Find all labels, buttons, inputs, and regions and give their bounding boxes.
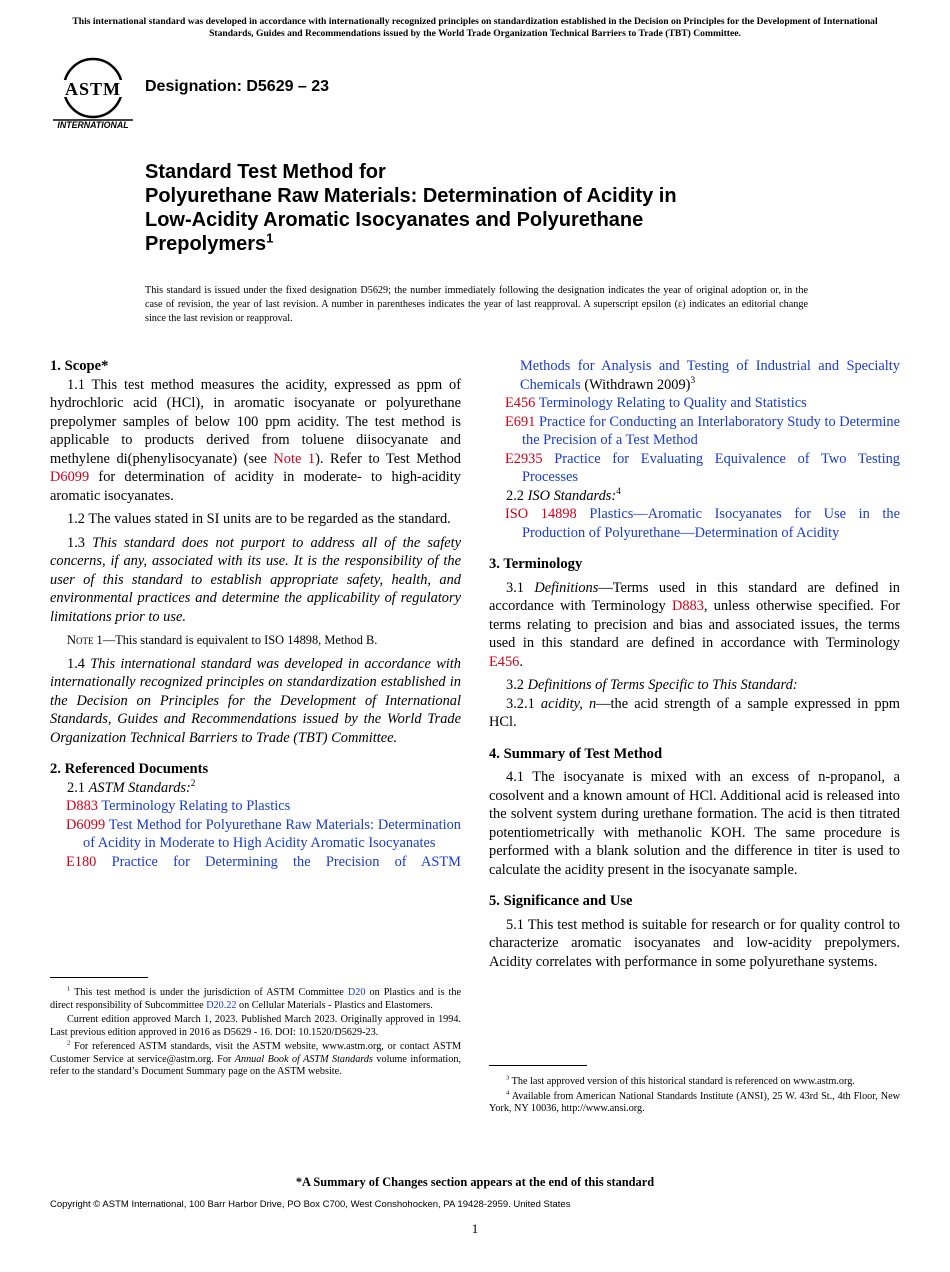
- ref-item-e180[interactable]: E180 Practice for Determining the Precision of ASTM: [66, 853, 461, 870]
- footnote-rule-right: [489, 1065, 587, 1066]
- ref-item-e180-cont[interactable]: Methods for Analysis and Testing of Industrial and Specialty Chemicals (Withdrawn 2009)$^3$: [520, 358, 900, 393]
- section-4-heading: 4. Summary of Test Method: [489, 745, 663, 762]
- d20-22-link[interactable]: D20.22: [206, 999, 237, 1011]
- copyright: Copyright © ASTM International, 100 Barr Harbor Drive, PO Box C700, West Conshohocken, PA 19428-2959. United States: [50, 1199, 571, 1210]
- para-4-1: 4.1 The isocyanate is mixed with an excess of n-propanol, a cosolvent and a known amount of HCl. Additional acid is released into the solvent system during urethane formation. The acid is then titrated potentiometrically with methanolic KOH. The same procedure is performed with a blank solution and the difference in titer is used to calculate the acidity present in the isocyanate sample.: [489, 769, 900, 878]
- designation: Designation: D5629 – 23: [145, 78, 330, 95]
- title-line-4: Prepolymers: [145, 233, 267, 255]
- top-notice: This international standard was developed in accordance with internationally recognized principles on standardization established in the Decision on Principles for the Development of International Standards, Guides and Recommendations issued by the World Trade Organization Technical Barriers to Trade (TBT) Committee.: [72, 16, 878, 39]
- title-line-3: Low-Acidity Aromatic Isocyanates and Polyurethane: [145, 209, 644, 231]
- section-5-heading: 5. Significance and Use: [489, 893, 633, 909]
- svg-text:INTERNATIONAL: INTERNATIONAL: [57, 120, 129, 130]
- section-1-heading: 1. Scope*: [50, 358, 109, 374]
- ref-item-e456[interactable]: E456 Terminology Relating to Quality and Statistics: [505, 395, 807, 411]
- ref-item-iso-14898[interactable]: ISO 14898 Plastics—Aromatic Isocyanates for Use in the Production of Polyurethane—Determination of Acidity: [505, 506, 900, 541]
- d883-link[interactable]: D883: [671, 598, 704, 614]
- right-column: [489, 357, 900, 971]
- iso-standards-label: 2.2 ISO Standards:$^4$: [506, 486, 621, 504]
- note-1: Note 1—This standard is equivalent to ISO 14898, Method B.: [67, 633, 378, 647]
- para-1-2: 1.2 The values stated in SI units are to be regarded as the standard.: [67, 511, 451, 527]
- issue-note: This standard is issued under the fixed designation D5629; the number immediately following the designation indicates the year of original adoption or, in the case of revision, the year of last revision. A number in parentheses indicates the year of last reapproval. A superscript epsilon (ε) indicates an editorial change since the last revision or reapproval.: [145, 285, 808, 324]
- title-footnote-mark: 1: [266, 230, 274, 246]
- footnote-2: $^2$ For referenced ASTM standards, visit the ASTM website, www.astm.org, or contact ASTM Customer Service at service@astm.org. For Annual Book of ASTM Standards volume information, refer to the standard’s Document Summary page on the ASTM website.: [50, 1039, 461, 1077]
- para-3-2: 3.2 Definitions of Terms Specific to This Standard:: [506, 677, 798, 693]
- para-3-2-1: 3.2.1 acidity, n—the acid strength of a sample expressed in ppm HCl.: [489, 695, 900, 730]
- section-3-heading: 3. Terminology: [489, 556, 583, 572]
- astm-standards-label: 2.1 ASTM Standards:$^2$: [67, 778, 196, 796]
- svg-text:ASTM: ASTM: [64, 79, 122, 99]
- d6099-link[interactable]: D6099: [50, 469, 90, 485]
- footnotes-left: [50, 987, 461, 1081]
- para-5-1: 5.1 This test method is suitable for research or for quality control to characterize aromatic isocyanates and low-acidity prepolymers. Acidity correlates with performance in some polyurethane systems.: [489, 916, 900, 970]
- para-3-1: 3.1 Definitions—Terms used in this standard are defined in accordance with Terminology D883, unless otherwise specified. For terms relating to precision and bias and associated issues, the terms used in this standard are defined in accordance with Terminology E456.: [489, 579, 901, 670]
- footnote-4: $^4$ Available from American National Standards Institute (ANSI), 25 W. 43rd St., 4th Floor, New York, NY 10036, http://www.ansi.org.: [489, 1089, 900, 1114]
- ref-item-e691[interactable]: E691 Practice for Conducting an Interlaboratory Study to Determine the Precision of a Test Method: [505, 413, 900, 448]
- left-column: [50, 357, 461, 871]
- para-1-4: 1.4 This international standard was developed in accordance with internationally recognized principles on standardization established in the Decision on Principles for the Development of International Standards, Guides and Recommendations issued by the World Trade Organization Technical Barriers to Trade (TBT) Committee.: [50, 655, 461, 746]
- footnote-3: $^3$ The last approved version of this historical standard is referenced on www.astm.org.: [506, 1074, 855, 1087]
- title-line-1: Standard Test Method for: [145, 161, 386, 183]
- ref-item-d6099[interactable]: D6099 Test Method for Polyurethane Raw Materials: Determination of Acidity in Moderate to High Acidity Aromatic Isocyanates: [66, 816, 461, 851]
- section-2-heading: 2. Referenced Documents: [50, 761, 209, 777]
- title-line-2: Polyurethane Raw Materials: Determination of Acidity in: [145, 185, 677, 207]
- astm-logo: [50, 56, 136, 132]
- d20-link[interactable]: D20: [347, 987, 366, 998]
- footnote-1: $^1$ This test method is under the jurisdiction of ASTM Committee D20 on Plastics and is the direct responsibility of Subcommittee D20.22 on Cellular Materials - Plastics and Elastomers.: [50, 985, 461, 1011]
- para-1-1: 1.1 This test method measures the acidity, expressed as ppm of hydrochloric acid (HCl), in aromatic isocyanate or polyurethane prepolymer samples of below 100 ppm acidity. The test method is applicable to products derived from toluene diisocyanate and methylene di(phenylisocyanate) (see Note 1). Refer to Test Method D6099 for determination of acidity in moderate- to high-acidity aromatic isocyanates.: [50, 376, 461, 504]
- footnotes-right: [489, 1076, 900, 1118]
- summary-of-changes-note: *A Summary of Changes section appears at the end of this standard: [295, 1175, 655, 1189]
- page-number: 1: [471, 1221, 479, 1236]
- document-title: [145, 160, 845, 256]
- e456-link[interactable]: E456: [489, 653, 520, 670]
- ref-item-e2935[interactable]: E2935 Practice for Evaluating Equivalence of Two Testing Processes: [505, 450, 900, 485]
- note-1-link[interactable]: Note 1: [273, 450, 316, 467]
- footnote-rule-left: [50, 977, 148, 978]
- para-1-3: 1.3 This standard does not purport to address all of the safety concerns, if any, associated with its use. It is the responsibility of the user of this standard to establish appropriate safety, health, and environmental practices and determine the applicability of regulatory limitations prior to use.: [50, 534, 461, 625]
- ref-item-d883[interactable]: D883 Terminology Relating to Plastics: [66, 798, 291, 814]
- footnote-1-edition: Current edition approved March 1, 2023. Published March 2023. Originally approved in 1994. Last previous edition approved in 2016 as D5629 - 16. DOI: 10.1520/D5629-23.: [50, 1014, 461, 1038]
